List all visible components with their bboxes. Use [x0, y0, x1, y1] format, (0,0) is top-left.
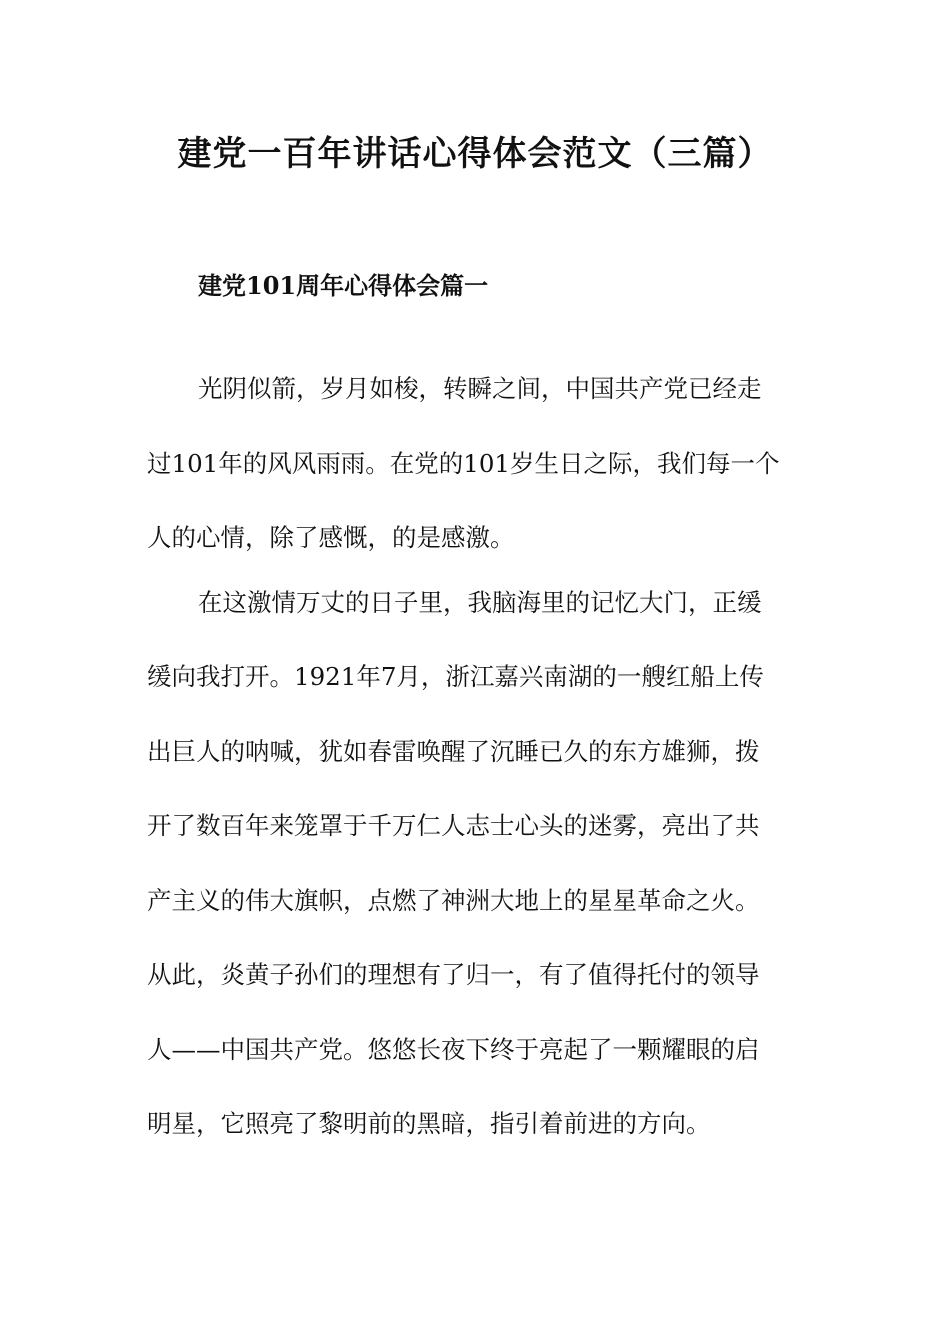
paragraph-line: 开了数百年来笼罩于千万仁人志士心头的迷雾，亮出了共 [147, 811, 760, 840]
paragraph-line: 在这激情万丈的日子里，我脑海里的记忆大门，正缓 [198, 588, 762, 617]
document-title: 建党一百年讲话心得体会范文（三篇） [177, 134, 773, 174]
paragraph-line: 产主义的伟大旗帜，点燃了神洲大地上的星星革命之火。 [147, 886, 760, 915]
paragraph-line: 人的心情，除了感慨，的是感激。 [147, 523, 515, 552]
paragraph-line: 人——中国共产党。悠悠长夜下终于亮起了一颗耀眼的启 [147, 1035, 760, 1064]
paragraph-line: 出巨人的呐喊，犹如春雷唤醒了沉睡已久的东方雄狮，拨 [147, 737, 760, 766]
section-heading: 建党101周年心得体会篇一 [198, 271, 489, 300]
paragraph-line: 从此，炎黄子孙们的理想有了归一，有了值得托付的领导 [147, 960, 760, 989]
paragraph-line: 过101年的风风雨雨。在党的101岁生日之际，我们每一个 [147, 449, 780, 478]
paragraph-line: 明星，它照亮了黎明前的黑暗，指引着前进的方向。 [147, 1109, 711, 1138]
paragraph-line: 光阴似箭，岁月如梭，转瞬之间，中国共产党已经走 [198, 374, 762, 403]
paragraph-line: 缓向我打开。1921年7月，浙江嘉兴南湖的一艘红船上传 [147, 662, 764, 691]
